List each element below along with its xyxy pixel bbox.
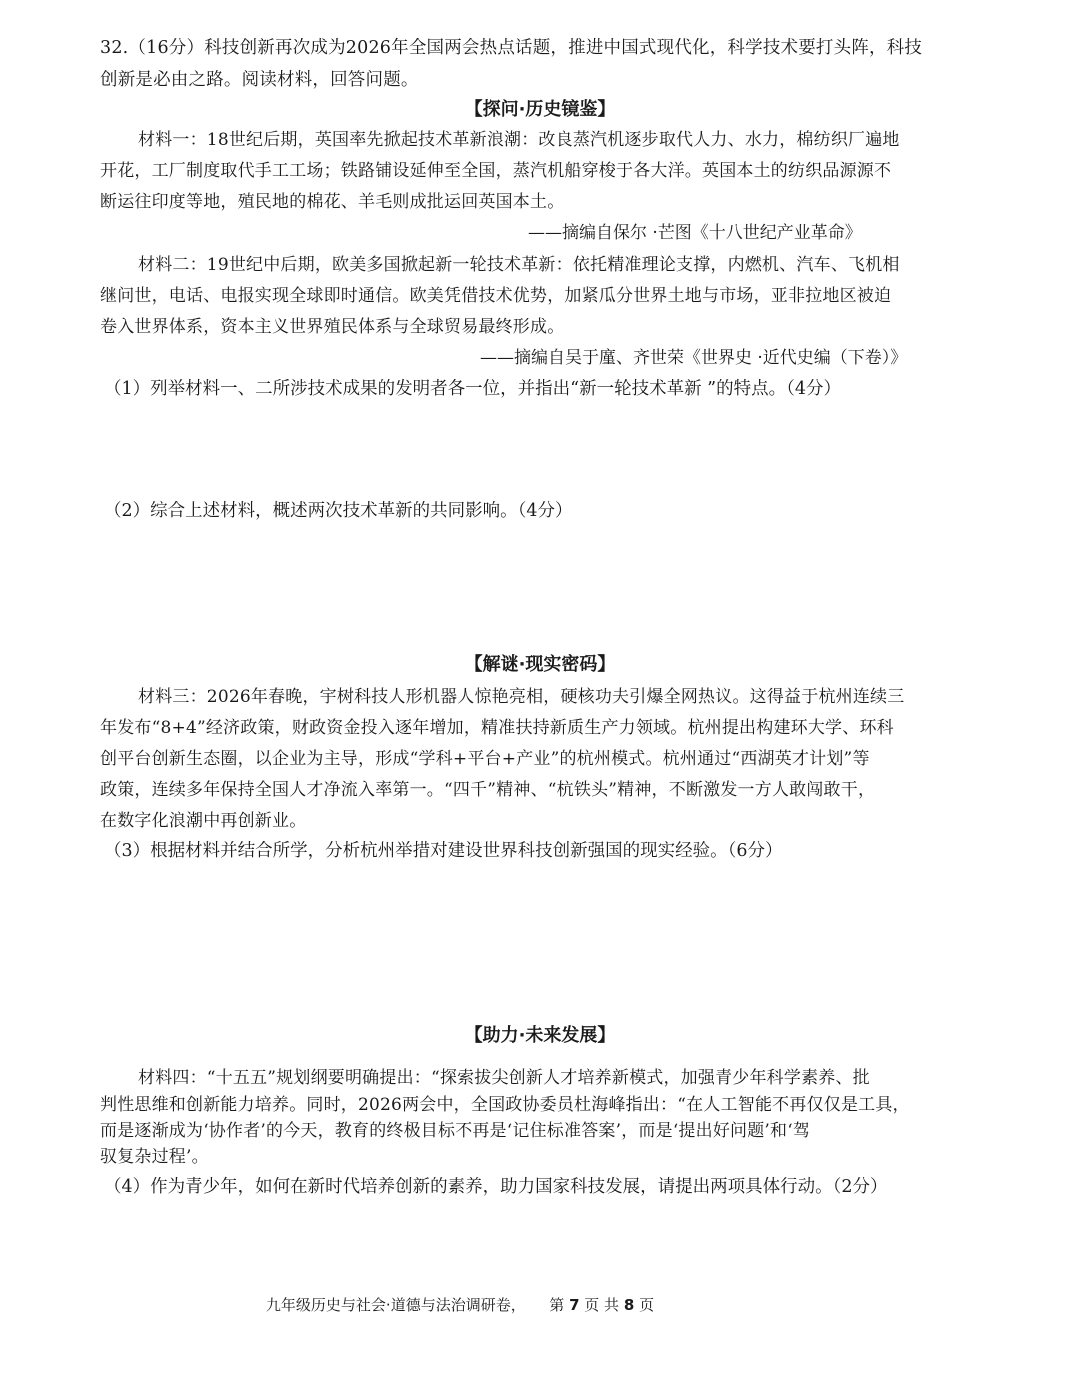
page-current: 7	[569, 1296, 580, 1314]
sub-question-3: （3）根据材料并结合所学，分析杭州举措对建设世界科技创新强国的现实经验。（6分）	[104, 841, 783, 861]
material-3-line-2: 年发布“8+4”经济政策，财政资金投入逐年增加，精准扶持新质生产力领域。杭州提出构建环大学、环科	[100, 718, 894, 738]
sub-question-4: （4）作为青少年，如何在新时代培养创新的素养，助力国家科技发展，请提出两项具体行动。（2分）	[104, 1177, 888, 1197]
page-footer	[0, 1293, 920, 1317]
material-1-line-2: 开花，工厂制度取代手工工场；铁路铺设延伸至全国，蒸汽机船穿梭于各大洋。英国本土的纺织品源源不	[100, 161, 892, 181]
material-3-line-5: 在数字化浪潮中再创新业。	[100, 811, 307, 831]
material-2-line-2: 继问世，电话、电报实现全球即时通信。欧美凭借技术优势，加紧瓜分世界土地与市场，亚非拉地区被迫	[100, 286, 892, 306]
exam-name: 九年级历史与社会·道德与法治调研卷，	[265, 1296, 526, 1314]
material-2-line-3: 卷入世界体系，资本主义世界殖民体系与全球贸易最终形成。	[100, 317, 565, 337]
question-intro-line-2: 创新是必由之路。阅读材料，回答问题。	[100, 70, 419, 90]
material-1-source: ——摘编自保尔 ·芒图《十八世纪产业革命》	[528, 223, 862, 243]
material-1-line-3: 断运往印度等地，殖民地的棉花、羊毛则成批运回英国本土。	[100, 192, 565, 212]
sub-question-2: （2）综合上述材料，概述两次技术革新的共同影响。（4分）	[104, 501, 573, 521]
material-3-line-1: 材料三：2026年春晚，宇树科技人形机器人惊艳亮相，硬核功夫引爆全网热议。这得益于杭州连续三	[138, 687, 905, 707]
material-2-source: ——摘编自吴于廑、齐世荣《世界史 ·近代史编（下卷）》	[480, 348, 908, 368]
sub-question-1: （1）列举材料一、二所涉技术成果的发明者各一位，并指出“新一轮技术革新 ”的特点。（4分）	[104, 379, 841, 399]
page-prefix: 第	[549, 1296, 565, 1314]
material-1-line-1: 材料一：18世纪后期，英国率先掀起技术革新浪潮：改良蒸汽机逐步取代人力、水力，棉纺织厂遍地	[138, 130, 900, 150]
material-4-line-1: 材料四：“十五五”规划纲要明确提出：“探索拔尖创新人才培养新模式，加强青少年科学素养、批	[138, 1068, 870, 1088]
material-4-line-2: 判性思维和创新能力培养。同时，2026两会中，全国政协委员杜海峰指出：“在人工智能不再仅仅是工具，	[100, 1095, 910, 1115]
material-2-line-1: 材料二：19世纪中后期，欧美多国掀起新一轮技术革新：依托精准理论支撑，内燃机、汽车、飞机相	[138, 255, 900, 275]
question-intro-line-1: 32.（16分）科技创新再次成为2026年全国两会热点话题，推进中国式现代化，科学技术要打头阵，科技	[100, 38, 923, 58]
section-title-history: 【探问·历史镜鉴】	[464, 99, 616, 120]
section-title-reality: 【解谜·现实密码】	[464, 654, 616, 675]
page-middle: 页 共	[584, 1296, 620, 1314]
page-suffix: 页	[639, 1296, 655, 1314]
page-total: 8	[623, 1296, 635, 1314]
section-title-future: 【助力·未来发展】	[464, 1025, 616, 1046]
material-4-line-4: 驭复杂过程’。	[100, 1147, 209, 1167]
material-3-line-4: 政策，连续多年保持全国人才净流入率第一。“四千”精神、“杭铁头”精神，不断激发一方人敢闯敢干，	[100, 780, 876, 800]
material-3-line-3: 创平台创新生态圈，以企业为主导，形成“学科+平台+产业”的杭州模式。杭州通过“西湖英才计划”等	[100, 749, 870, 769]
material-4-line-3: 而是逐渐成为‘协作者’的今天，教育的终极目标不再是‘记住标准答案’，而是‘提出好问题’和‘驾	[100, 1121, 811, 1141]
